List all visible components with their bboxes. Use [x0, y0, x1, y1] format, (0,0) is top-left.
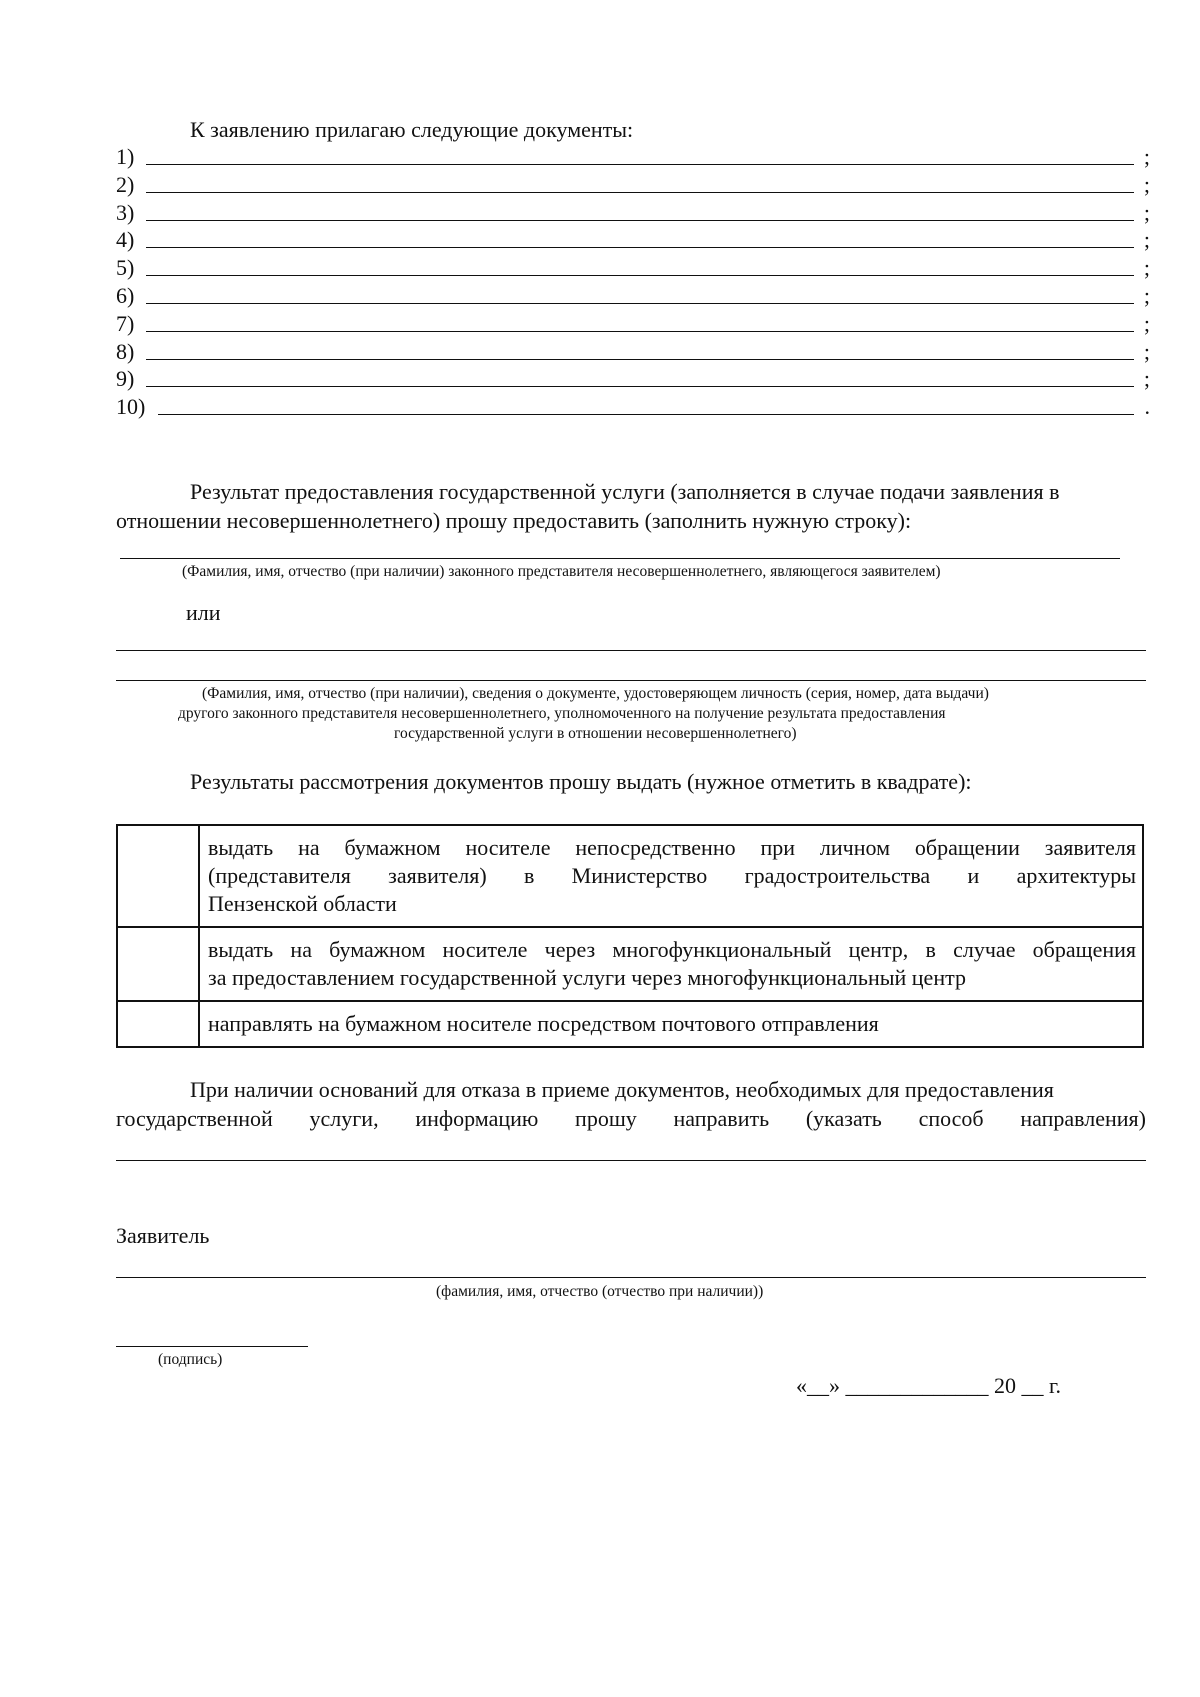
applicant-name-field[interactable] [116, 1277, 1146, 1278]
attachment-number: 2) [116, 171, 135, 197]
legal-representative-caption: (Фамилия, имя, отчество (при наличии) законного представителя несовершеннолетнего, являющегося заявителем) [182, 563, 941, 580]
attachment-number: 8) [116, 338, 135, 364]
attachment-terminator: ; [1143, 171, 1150, 197]
attachment-number: 1) [116, 144, 135, 169]
delivery-checkbox-in-person[interactable] [117, 825, 199, 927]
attachment-terminator: ; [1143, 310, 1150, 336]
delivery-checkbox-mfc[interactable] [117, 927, 199, 1001]
attachment-number: 6) [116, 283, 135, 308]
delivery-option-text-line1: направлять на бумажном носителе посредством почтового отправления [208, 1011, 879, 1036]
attachment-line[interactable] [116, 226, 1156, 254]
attachment-line[interactable] [116, 310, 1156, 338]
attachment-blank-field[interactable] [146, 303, 1134, 304]
refusal-paragraph-line1: При наличии оснований для отказа в приеме документов, необходимых для предоставления [190, 1077, 1054, 1102]
attachment-terminator: . [1144, 394, 1150, 420]
or-label: или [186, 600, 221, 625]
attachments-intro: К заявлению прилагаю следующие документы: [190, 117, 634, 142]
signature-field[interactable] [116, 1346, 308, 1347]
attachment-line[interactable] [116, 199, 1156, 227]
delivery-options-table [116, 824, 1144, 1048]
delivery-option-text-line2: (представителя заявителя) в Министерство градостроительства и архитектуры [208, 863, 1136, 888]
delivery-option-mail [117, 1001, 1143, 1047]
attachment-line[interactable] [116, 282, 1156, 310]
other-representative-field-1[interactable] [116, 650, 1146, 651]
date-line[interactable]: «__» _____________ 20 __ г. [796, 1373, 1062, 1398]
attachment-number: 4) [116, 227, 135, 253]
other-representative-field-2[interactable] [116, 680, 1146, 681]
signature-caption: (подпись) [158, 1351, 223, 1368]
delivery-option-text-line2: за предоставлением государственной услуги через многофункциональный центр [208, 965, 966, 990]
refusal-paragraph-line2: государственной услуги, информацию прошу направить (указать способ направления) [116, 1106, 1146, 1131]
attachment-terminator: ; [1143, 338, 1150, 364]
attachment-blank-field[interactable] [146, 275, 1134, 276]
delivery-option-text [199, 1001, 1143, 1047]
delivery-option-text-line3: Пензенской области [208, 891, 397, 916]
attachment-line[interactable] [116, 393, 1156, 421]
delivery-option-text [199, 927, 1143, 1001]
attachment-number: 9) [116, 366, 135, 392]
refusal-method-field[interactable] [116, 1160, 1146, 1161]
legal-representative-field[interactable] [120, 558, 1120, 559]
attachment-line[interactable] [116, 254, 1156, 282]
delivery-option-text-line1: выдать на бумажном носителе через многофункциональный центр, в случае обращения [208, 937, 1136, 962]
attachment-number: 5) [116, 255, 135, 281]
result-paragraph-line1: Результат предоставления государственной услуги (заполняется в случае подачи заявления в [190, 479, 1060, 504]
attachment-terminator: ; [1143, 144, 1150, 169]
attachment-blank-field[interactable] [146, 331, 1134, 332]
attachment-blank-field[interactable] [146, 220, 1134, 221]
delivery-option-text-line1: выдать на бумажном носителе непосредственно при личном обращении заявителя [208, 835, 1136, 860]
attachment-line[interactable] [116, 365, 1156, 393]
attachment-blank-field[interactable] [146, 192, 1134, 193]
delivery-heading: Результаты рассмотрения документов прошу выдать (нужное отметить в квадрате): [190, 769, 972, 794]
attachment-blank-field[interactable] [146, 247, 1134, 248]
attachment-line[interactable] [116, 171, 1156, 199]
attachment-line[interactable] [116, 338, 1156, 366]
attachment-number: 10) [116, 394, 146, 420]
attachment-terminator: ; [1143, 227, 1150, 253]
attachment-number: 3) [116, 199, 135, 225]
applicant-label: Заявитель [116, 1223, 210, 1248]
attachment-terminator: ; [1143, 366, 1150, 392]
attachment-terminator: ; [1143, 255, 1150, 281]
result-paragraph-line2: отношении несовершеннолетнего) прошу предоставить (заполнить нужную строку): [116, 508, 912, 533]
attachment-blank-field[interactable] [158, 414, 1134, 415]
attachment-line[interactable] [116, 143, 1156, 171]
other-representative-caption-line3: государственной услуги в отношении несовершеннолетнего) [394, 725, 797, 742]
attachment-number: 7) [116, 310, 135, 336]
attachment-blank-field[interactable] [146, 359, 1134, 360]
other-representative-caption-line2: другого законного представителя несовершеннолетнего, уполномоченного на получение результата предоставления [178, 705, 946, 722]
attachment-blank-field[interactable] [146, 386, 1134, 387]
delivery-option-in-person [117, 825, 1143, 927]
attachment-terminator: ; [1143, 199, 1150, 225]
attachment-blank-field[interactable] [146, 164, 1134, 165]
delivery-checkbox-mail[interactable] [117, 1001, 199, 1047]
delivery-option-mfc [117, 927, 1143, 1001]
applicant-name-caption: (фамилия, имя, отчество (отчество при наличии)) [436, 1283, 764, 1300]
attachment-terminator: ; [1143, 283, 1150, 308]
delivery-option-text [199, 825, 1143, 927]
other-representative-caption-line1: (Фамилия, имя, отчество (при наличии), сведения о документе, удостоверяющем личность (серия, номер, дата выдачи) [202, 685, 989, 702]
